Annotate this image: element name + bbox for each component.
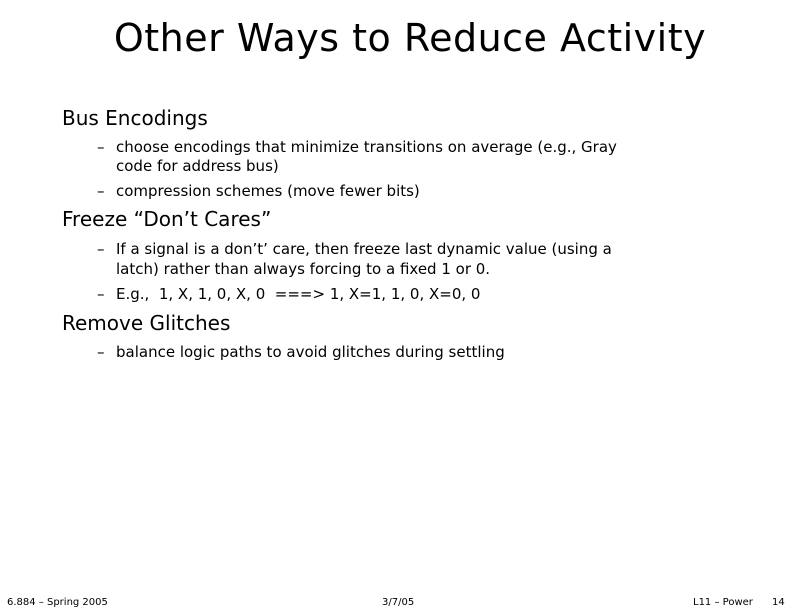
bullet-text: choose encodings that minimize transitions on average (e.g., Gray <box>116 138 617 156</box>
bullet-dash: – <box>97 343 105 361</box>
footer-page-number: 14 <box>772 597 785 608</box>
section-heading-freeze-dont-cares: Freeze “Don’t Cares” <box>62 207 272 231</box>
bullet-text: If a signal is a don’t’ care, then freeze last dynamic value (using a <box>116 240 612 258</box>
bullet-dash: – <box>97 285 105 303</box>
section-heading-remove-glitches: Remove Glitches <box>62 311 231 335</box>
bullet-text: latch) rather than always forcing to a fixed 1 or 0. <box>116 260 491 278</box>
footer-date: 3/7/05 <box>382 597 415 608</box>
bullet-text: balance logic paths to avoid glitches during settling <box>116 343 505 361</box>
footer-course: 6.884 – Spring 2005 <box>7 597 108 608</box>
bullet-dash: – <box>97 138 105 156</box>
section-heading-bus-encodings: Bus Encodings <box>62 106 208 130</box>
bullet-dash: – <box>97 182 105 200</box>
bullet-text: compression schemes (move fewer bits) <box>116 182 420 200</box>
bullet-text: code for address bus) <box>116 157 279 175</box>
bullet-text: E.g., 1, X, 1, 0, X, 0 ===> 1, X=1, 1, 0, X=0, 0 <box>116 285 481 303</box>
footer-lecture: L11 – Power <box>693 597 753 608</box>
slide-title: Other Ways to Reduce Activity <box>113 16 707 60</box>
bullet-dash: – <box>97 240 105 258</box>
